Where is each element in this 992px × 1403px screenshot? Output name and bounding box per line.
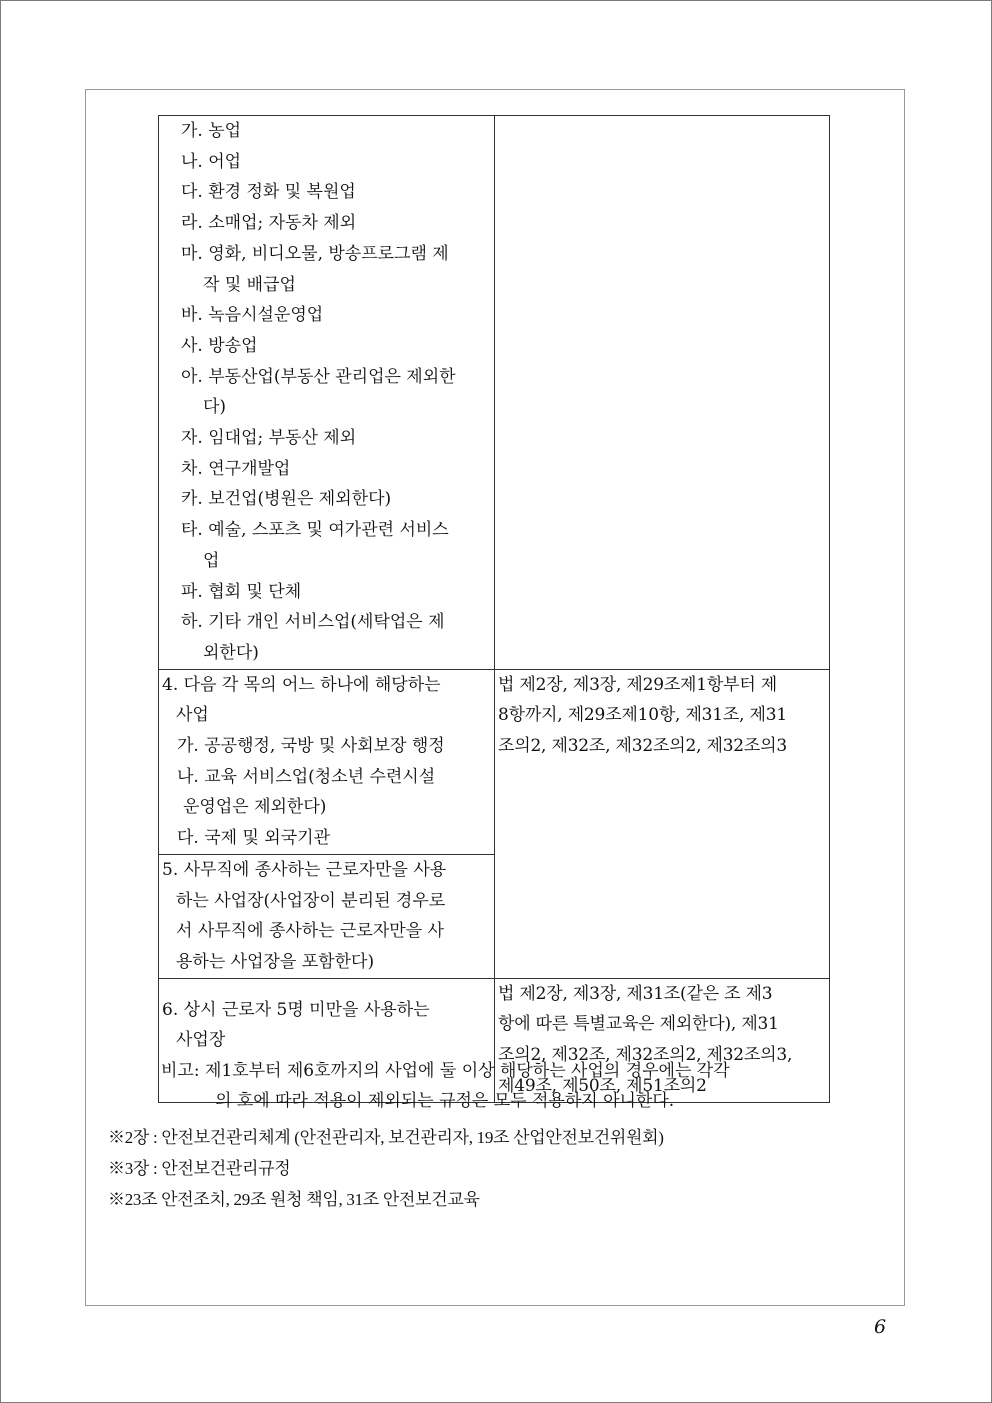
table-remark — [161, 1056, 831, 1116]
table-row — [159, 669, 830, 854]
row4-right-line1: 법 제2장, 제3장, 제29조제1항부터 제 — [498, 674, 777, 695]
remark-line1: 비고: 제1호부터 제6호까지의 사업에 둘 이상 해당하는 사업의 경우에는 각각 — [161, 1061, 730, 1081]
row4-sub2-line2: 운영업은 제외한다) — [183, 797, 327, 818]
row3-left-cell — [159, 116, 495, 670]
list-item — [159, 300, 494, 331]
page-number: 6 — [874, 1316, 887, 1338]
row4-right-line3: 조의2, 제32조, 제32조의2, 제32조의3 — [498, 736, 787, 757]
list-item — [159, 208, 494, 239]
list-item-label: 자. 임대업; 부동산 제외 — [181, 428, 357, 449]
list-item-label: 바. 녹음시설운영업 — [181, 305, 324, 326]
row4-title-line1: 4. 다음 각 목의 어느 하나에 해당하는 — [162, 674, 441, 695]
row4-right-line2: 8항까지, 제29조제10항, 제31조, 제31 — [498, 705, 787, 726]
list-item — [159, 331, 494, 362]
row4-title — [159, 670, 494, 731]
row5-line3: 서 사무직에 종사하는 근로자만을 사 — [176, 921, 444, 942]
row3-right-cell — [495, 116, 830, 670]
list-item — [159, 454, 494, 485]
row4-sub2 — [159, 762, 494, 823]
row5-line4: 용하는 사업장을 포함한다) — [176, 951, 375, 972]
list-item-label: 나. 어업 — [181, 151, 242, 172]
list-item-label: 마. 영화, 비디오물, 방송프로그램 제 — [181, 243, 449, 264]
list-item — [159, 607, 494, 668]
row6-left-line1: 6. 상시 근로자 5명 미만을 사용하는 — [162, 999, 430, 1020]
remark-line2: 의 호에 따라 적용이 제외되는 규정은 모두 적용하지 아니한다. — [215, 1091, 675, 1111]
list-item-label: 다. 환경 정화 및 복원업 — [181, 182, 356, 203]
row5-line1: 5. 사무직에 종사하는 근로자만을 사용 — [162, 859, 447, 880]
list-item-continuation: 다) — [203, 397, 227, 418]
list-item-label: 사. 방송업 — [181, 335, 258, 356]
row6-right-line4: 제49조, 제50조, 제51조의2 — [498, 1075, 707, 1096]
list-item-label: 하. 기타 개인 서비스업(세탁업은 제 — [181, 612, 445, 633]
list-item-label: 라. 소매업; 자동차 제외 — [181, 213, 357, 234]
list-item-label: 아. 부동산업(부동산 관리업은 제외한 — [181, 366, 456, 387]
list-item — [159, 577, 494, 608]
list-item — [159, 147, 494, 178]
note-item: ※2장 : 안전보건관리체계 (안전관리자, 보건관리자, 19조 산업안전보건위원회) — [108, 1128, 664, 1147]
row3-item-list — [159, 116, 494, 669]
row4-sub2-line1: 나. 교육 서비스업(청소년 수련시설 — [177, 766, 436, 787]
row4-title-line2: 사업 — [176, 705, 209, 726]
list-item-continuation: 작 및 배급업 — [203, 274, 296, 295]
list-item — [159, 362, 494, 423]
notes-section — [108, 1122, 664, 1215]
list-item-label: 카. 보건업(병원은 제외한다) — [181, 489, 392, 510]
exemption-table — [158, 115, 830, 1103]
list-item-label: 가. 농업 — [181, 121, 242, 141]
list-item — [159, 116, 494, 147]
list-item-label: 파. 협회 및 단체 — [181, 581, 302, 602]
row4-sub3: 다. 국제 및 외국기관 — [177, 828, 330, 849]
row5-line2: 하는 사업장(사업장이 분리된 경우로 — [176, 890, 446, 911]
note-item: ※3장 : 안전보건관리규정 — [108, 1159, 291, 1178]
list-item — [159, 484, 494, 515]
row5-left-cell — [159, 854, 495, 978]
list-item — [159, 423, 494, 454]
list-item-continuation: 업 — [203, 550, 220, 571]
row6-left-line2: 사업장 — [176, 1030, 226, 1051]
list-item-label: 타. 예술, 스포츠 및 여가관련 서비스 — [181, 520, 449, 541]
row6-right-line1: 법 제2장, 제3장, 제31조(같은 조 제3 — [498, 983, 773, 1004]
row6-right-line3: 조의2, 제32조, 제32조의2, 제32조의3, — [498, 1045, 793, 1066]
list-item — [159, 177, 494, 208]
table-row — [159, 116, 830, 670]
list-item — [159, 515, 494, 576]
row5-text — [159, 855, 494, 978]
list-item-continuation: 외한다) — [203, 642, 259, 663]
list-item-label: 차. 연구개발업 — [181, 458, 291, 479]
list-item — [159, 239, 494, 300]
row4-sub1: 가. 공공행정, 국방 및 사회보장 행정 — [177, 736, 445, 757]
row6-right-line2: 항에 따른 특별교육은 제외한다), 제31 — [498, 1014, 779, 1035]
row4-left-cell — [159, 669, 495, 854]
row4-right-cell — [495, 669, 830, 978]
row6-left-text — [159, 979, 494, 1056]
note-item: ※23조 안전조치, 29조 원청 책임, 31조 안전보건교육 — [108, 1190, 480, 1209]
